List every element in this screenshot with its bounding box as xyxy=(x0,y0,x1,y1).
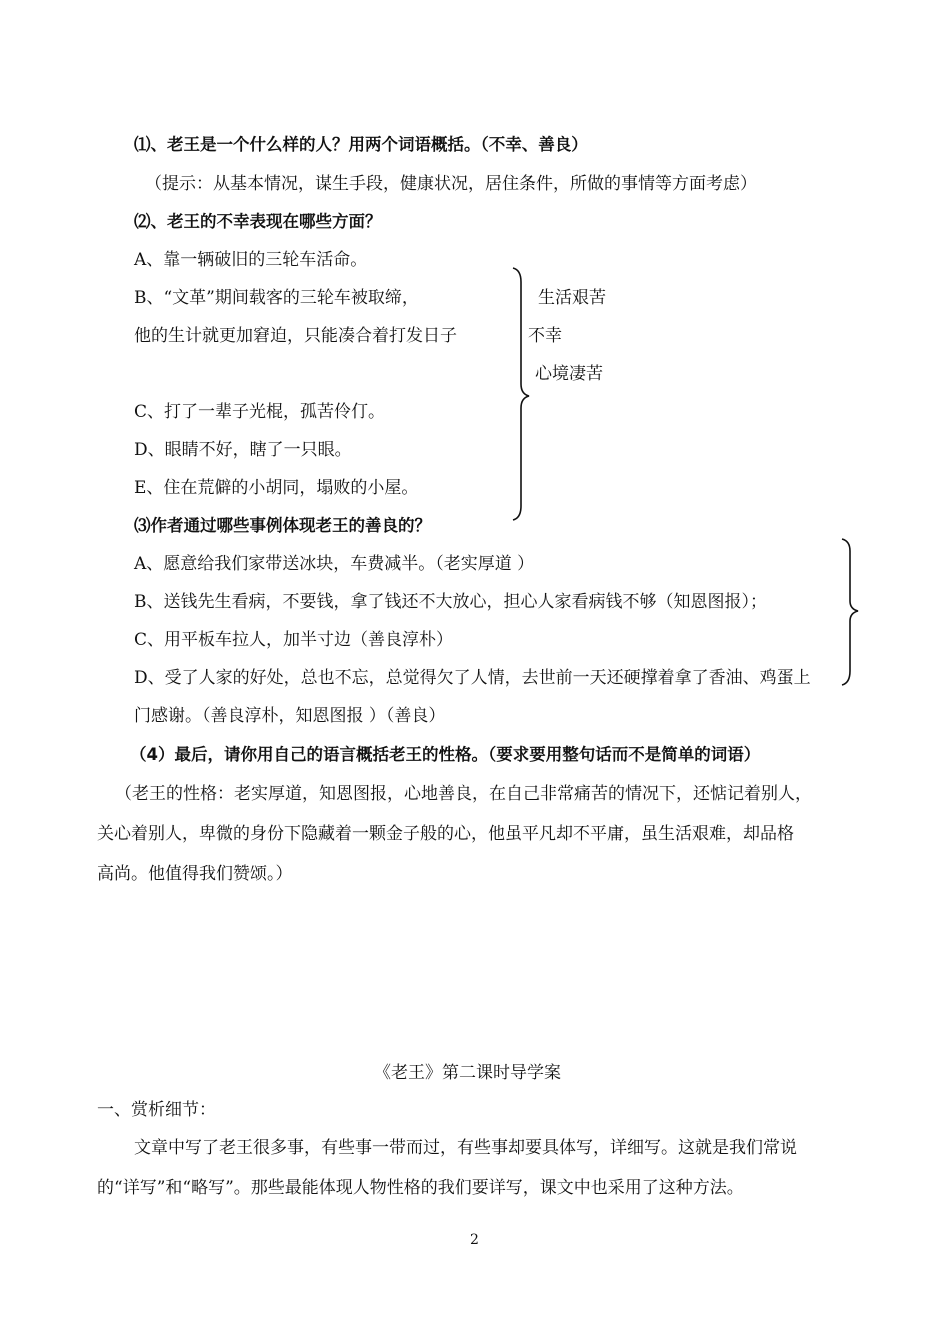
side-label-hard-life: 生活艰苦 xyxy=(538,288,606,308)
q3-item-d: D、受了人家的好处，总也不忘，总觉得欠了人情，去世前一天还硬撑着拿了香油、鸡蛋上 xyxy=(134,668,811,688)
q2-item-c: C、打了一辈子光棍，孤苦伶仃。 xyxy=(134,402,386,422)
paragraph-line-1: 文章中写了老王很多事，有些事一带而过，有些事却要具体写，详细写。这就是我们常说 xyxy=(134,1138,797,1158)
page-number: 2 xyxy=(470,1232,479,1248)
q3-item-c: C、用平板车拉人，加半寸边（善良淳朴） xyxy=(134,630,454,650)
q2-item-d: D、眼睛不好，瞎了一只眼。 xyxy=(134,440,352,460)
side-label-bleak-mood: 心境凄苦 xyxy=(535,364,603,384)
q2-item-b-cont: 他的生计就更加窘迫，只能凑合着打发日子 xyxy=(134,326,457,346)
q4-answer-line-2: 关心着别人，卑微的身份下隐藏着一颗金子般的心，他虽平凡却不平庸，虽生活艰难，却品格 xyxy=(97,824,794,844)
question-2: ⑵、老王的不幸表现在哪些方面？ xyxy=(134,212,382,231)
q4-answer-line-3: 高尚。他值得我们赞颂。） xyxy=(97,864,293,884)
section-heading: 一、赏析细节： xyxy=(97,1100,216,1120)
lesson-2-title: 《老王》第二课时导学案 xyxy=(374,1063,561,1083)
q3-brace xyxy=(836,537,866,687)
q2-item-b: B、“文革”期间载客的三轮车被取缔， xyxy=(134,288,419,308)
q4-answer-line-1: （老王的性格：老实厚道，知恩图报，心地善良，在自己非常痛苦的情况下，还惦记着别人， xyxy=(115,784,812,804)
q3-item-b: B、送钱先生看病，不要钱，拿了钱还不大放心，担心人家看病钱不够（知恩图报）； xyxy=(134,592,767,612)
q2-item-e: E、住在荒僻的小胡同，塌败的小屋。 xyxy=(134,478,419,498)
question-1-hint: （提示：从基本情况，谋生手段，健康状况，居住条件，所做的事情等方面考虑） xyxy=(145,174,757,194)
q2-item-a: A、靠一辆破旧的三轮车活命。 xyxy=(134,250,368,270)
side-label-unfortunate: 不幸 xyxy=(528,326,562,346)
question-4: （4）最后，请你用自己的语言概括老王的性格。（要求要用整句话而不是简单的词语） xyxy=(130,745,761,764)
q2-brace xyxy=(505,266,535,522)
question-3: ⑶作者通过哪些事例体现老王的善良的？ xyxy=(134,516,431,535)
paragraph-line-2: 的“详写”和“略写”。那些最能体现人物性格的我们要详写，课文中也采用了这种方法。 xyxy=(97,1178,744,1198)
question-1: ⑴、老王是一个什么样的人？用两个词语概括。（不幸、善良） xyxy=(134,135,588,154)
q3-item-a: A、愿意给我们家带送冰块，车费减半。（老实厚道 ） xyxy=(134,554,535,574)
q3-item-d-cont: 门感谢。（善良淳朴，知恩图报 ）（善良） xyxy=(134,706,446,726)
